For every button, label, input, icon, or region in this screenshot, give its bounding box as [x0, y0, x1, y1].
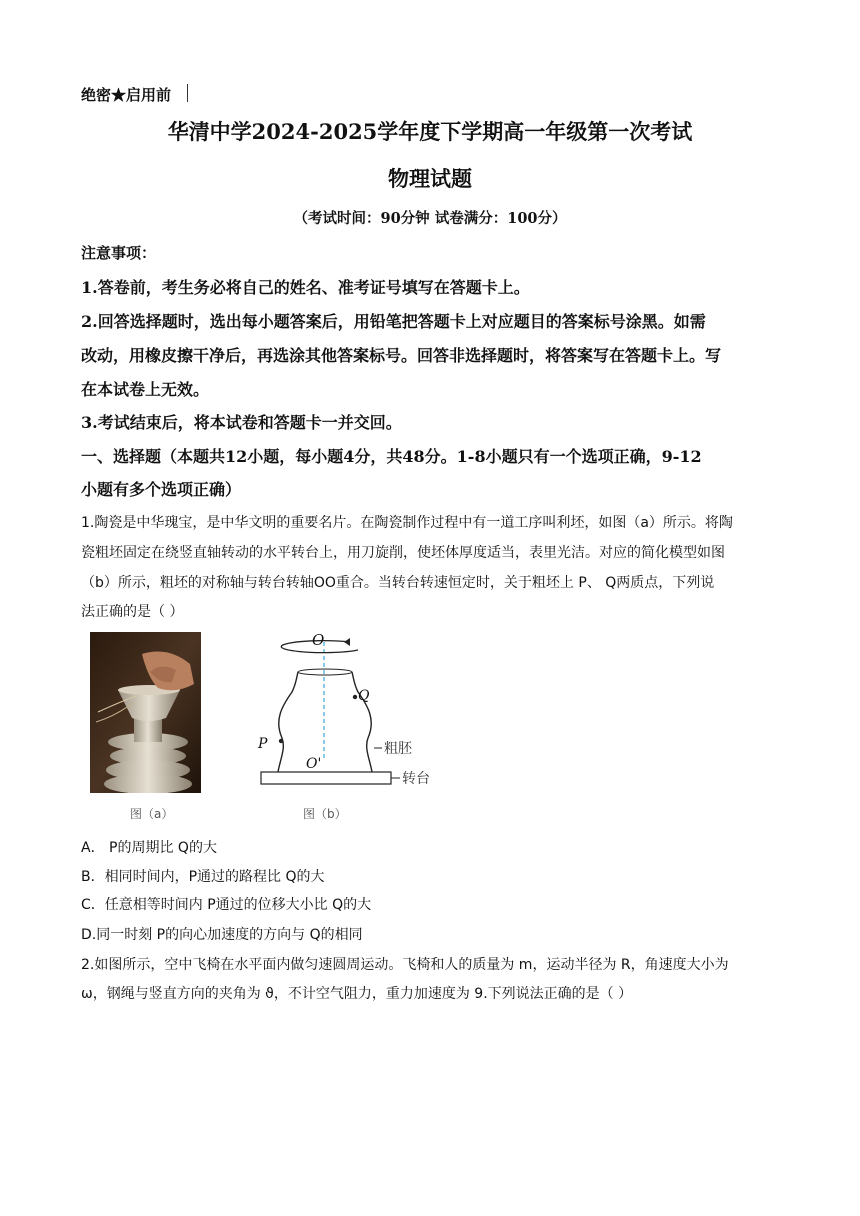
note-item-1: 1.答卷前，考生务必将自己的姓名、准考证号填写在答题卡上。	[81, 278, 530, 297]
label-blank: 粗胚	[384, 741, 412, 757]
label-o-prime: O'	[306, 756, 322, 772]
notes-heading: 注意事项：	[81, 244, 157, 262]
q2-line-2: ω，钢绳与竖直方向的夹角为 ϑ，不计空气阻力，重力加速度为 9.下列说法正确的是（ ）	[81, 986, 633, 1002]
exam-info: （考试时间：90分钟 试卷满分：100分）	[293, 210, 567, 227]
note-item-3: 3.考试结束后，将本试卷和答题卡一并交回。	[81, 413, 402, 432]
figure-a-photo	[90, 632, 201, 793]
q1-option-b: B．相同时间内，P通过的路程比 Q的大	[81, 869, 325, 885]
q1-option-a: A． P的周期比 Q的大	[81, 840, 217, 856]
figure-b-diagram	[250, 630, 450, 790]
figure-a-caption: 图（a）	[130, 807, 174, 821]
secret-label: 绝密★启用前	[81, 86, 172, 104]
q1-line-4: 法正确的是（ ）	[81, 604, 184, 620]
section-heading-line-2: 小题有多个选项正确）	[81, 480, 242, 499]
note-item-2-line-1: 2.回答选择题时，选出每小题答案后，用铅笔把答题卡上对应题目的答案标号涂黑。如需	[81, 312, 706, 331]
subject-title: 物理试题	[388, 166, 472, 191]
q1-line-3: （b）所示，粗坯的对称轴与转台转轴OO重合。当转台转速恒定时，关于粗坯上 P、 Q两质点，下列说	[81, 575, 715, 591]
note-item-2-line-2: 改动，用橡皮擦干净后，再选涂其他答案标号。回答非选择题时，将答案写在答题卡上。写	[81, 346, 722, 365]
label-turntable: 转台	[402, 771, 430, 787]
note-item-2-line-3: 在本试卷上无效。	[81, 380, 210, 399]
q1-option-c: C．任意相等时间内 P通过的位移大小比 Q的大	[81, 897, 372, 913]
q2-line-1: 2.如图所示，空中飞椅在水平面内做匀速圆周运动。飞椅和人的质量为 m，运动半径为 R，角速度大小为	[81, 957, 729, 973]
q1-line-1: 1.陶瓷是中华瑰宝，是中华文明的重要名片。在陶瓷制作过程中有一道工序叫利坯，如图（a）所示。将陶	[81, 515, 733, 531]
q1-option-d: D.同一时刻 P的向心加速度的方向与 Q的相同	[81, 927, 363, 943]
q1-line-2: 瓷粗坯固定在绕竖直轴转动的水平转台上，用刀旋削，使坯体厚度适当，表里光洁。对应的简化模型如图	[81, 545, 725, 561]
label-o: O	[312, 631, 325, 649]
figure-b-caption: 图（b）	[303, 807, 347, 821]
label-q: Q	[358, 688, 370, 704]
label-p: P	[258, 736, 268, 752]
section-heading-line-1: 一、选择题（本题共12小题，每小题4分，共48分。1-8小题只有一个选项正确，9-12	[81, 447, 702, 466]
exam-title: 华清中学2024-2025学年度下学期高一年级第一次考试	[167, 119, 693, 144]
text-cursor	[187, 84, 188, 102]
